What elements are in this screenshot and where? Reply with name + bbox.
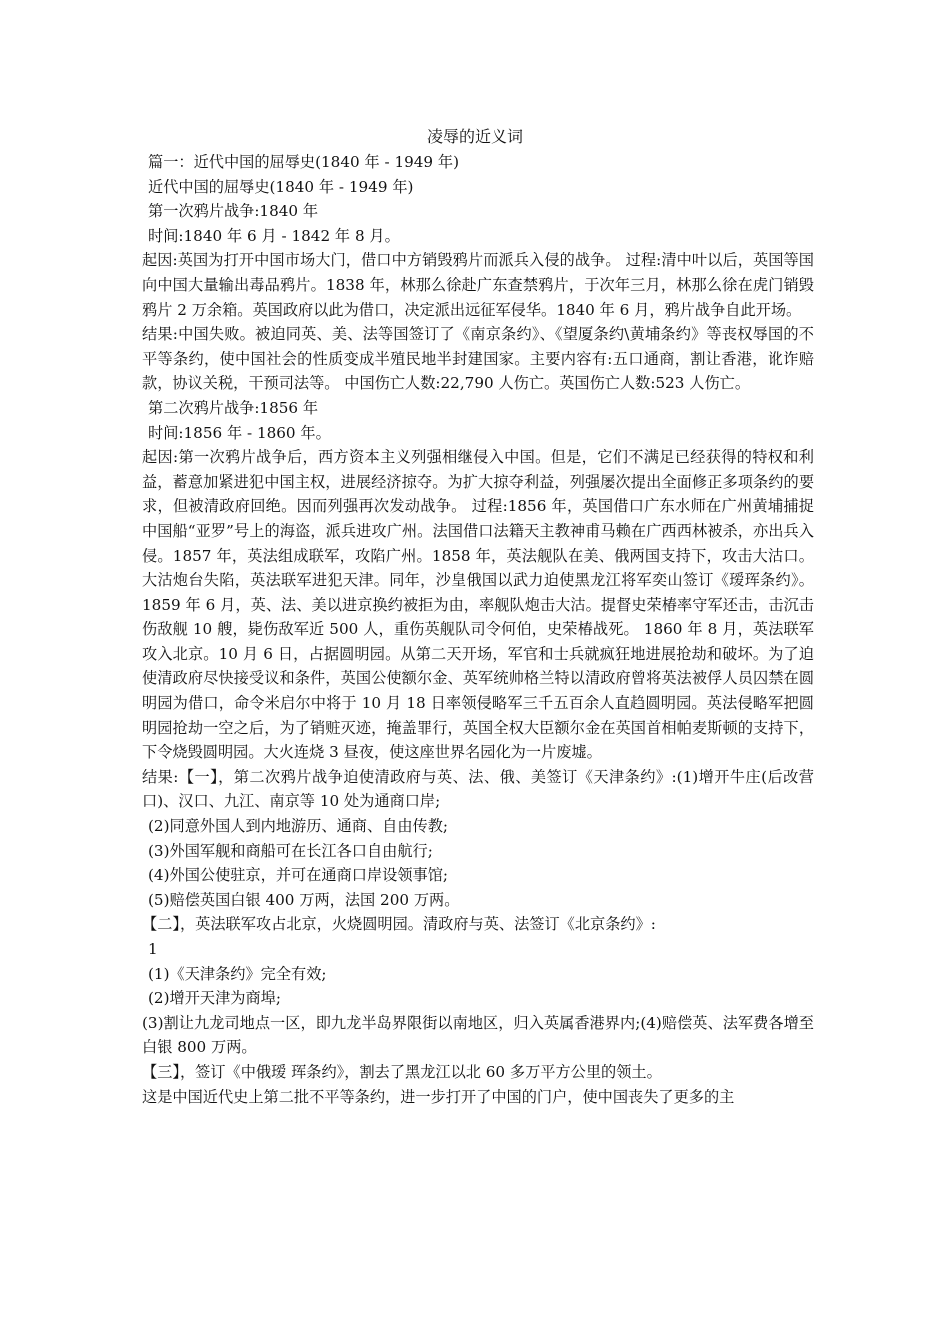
paragraph: (5)赔偿英国白银 400 万两，法国 200 万两。 — [148, 890, 460, 909]
paragraph: 【二】，英法联军攻占北京，火烧圆明园。清政府与英、法签订《北京条约》: — [142, 915, 656, 934]
paragraph: 【三】，签订《中俄瑷 珲条约》，割去了黑龙江以北 60 多万平方公里的领土。 — [142, 1062, 662, 1081]
paragraph: 结果:中国失败。被迫同英、美、法等国签订了《南京条约》、《望厦条约\黄埔条约》等丧权辱国的不平等条约，使中国社会的性质变成半殖民地半封建国家。主要内容有:五口通商，割让香港，讹诈赔款，协议关税，干预司法等。 中国伤亡人数:22,790 人伤亡。英国伤亡人数:523 人伤亡。 — [142, 325, 814, 393]
paragraph: 近代中国的屈辱史(1840 年 - 1949 年) — [148, 177, 414, 196]
paragraph: (2)增开天津为商埠; — [148, 989, 281, 1008]
paragraph: 第一次鸦片战争:1840 年 — [148, 202, 319, 221]
document-body — [142, 150, 814, 1109]
paragraph: 起因:第一次鸦片战争后，西方资本主义列强相继侵入中国。但是，它们不满足已经获得的特权和利益，蓄意加紧进犯中国主权，进展经济掠夺。为扩大掠夺利益，列强屡次提出全面修正多项条约的要求，但被清政府回绝。因而列强再次发动战争。 过程:1856 年，英国借口广东水师在广州黄埔捕捉中国船“亚罗”号上的海盗，派兵进攻广州。法国借口法籍天主教神甫马赖在广西西林被杀，亦出兵入侵。1857 年，英法组成联军，攻陷广州。1858 年，英法舰队在美、俄两国支持下，攻击大沽口。大沽炮台失陷，英法联军进犯天津。同年，沙皇俄国以武力迫使黑龙江将军奕山签订《瑷珲条约》。1859 年 6 月，英、法、美以进京换约被拒为由，率舰队炮击大沽。提督史荣椿率守军还击，击沉击伤敌舰 10 艘，毙伤敌军近 500 人，重伤英舰队司令何伯，史荣椿战死。 1860 年 8 月，英法联军攻入北京。10 月 6 日，占据圆明园。从第二天开场，军官和士兵就疯狂地进展抢劫和破坏。为了迫使清政府尽快接受议和条件，英国公使额尔金、英军统帅格兰特以清政府曾将英法被俘人员囚禁在圆明园为借口，命令米启尔中将于 10 月 18 日率领侵略军三千五百余人直趋圆明园。英法侵略军把圆明园抢劫一空之后，为了销赃灭迹，掩盖罪行，英国全权大臣额尔金在英国首相帕麦斯顿的支持下，下令烧毁圆明园。大火连烧 3 昼夜，使这座世界名园化为一片废墟。 — [142, 448, 814, 762]
paragraph: 这是中国近代史上第二批不平等条约，进一步打开了中国的门户，使中国丧失了更多的主 — [142, 1087, 735, 1106]
paragraph: 篇一：近代中国的屈辱史(1840 年 - 1949 年) — [148, 153, 460, 171]
paragraph: 起因:英国为打开中国市场大门，借口中方销毁鸦片而派兵入侵的战争。 过程:清中叶以后，英国等国向中国大量输出毒品鸦片。1838 年，林那么徐赴广东查禁鸦片，于次年三月，林那么徐在虎门销毁鸦片 2 万余箱。英国政府以此为借口，决定派出远征军侵华。1840 年 6 月，鸦片战争自此开场。 — [142, 251, 814, 319]
document-title: 凌辱的近义词 — [426, 127, 523, 146]
paragraph: 时间:1856 年 - 1860 年。 — [148, 423, 331, 442]
paragraph: (1)《天津条约》完全有效; — [148, 964, 327, 983]
paragraph: (3)割让九龙司地点一区，即九龙半岛界限街以南地区，归入英属香港界内;(4)赔偿英、法军费各增至白银 800 万两。 — [142, 1013, 814, 1057]
page-number: 1 — [148, 940, 158, 958]
paragraph: (2)同意外国人到内地游历、通商、自由传教; — [148, 817, 449, 836]
paragraph: (3)外国军舰和商船可在长江各口自由航行; — [148, 841, 433, 860]
paragraph: 时间:1840 年 6 月 - 1842 年 8 月。 — [148, 226, 400, 245]
paragraph: 第二次鸦片战争:1856 年 — [148, 398, 319, 417]
paragraph: (4)外国公使驻京，并可在通商口岸设领事馆; — [148, 866, 449, 885]
paragraph: 结果:【一】，第二次鸦片战争迫使清政府与英、法、俄、美签订《天津条约》:(1)增开牛庄(后改营口)、汉口、九江、南京等 10 处为通商口岸; — [142, 767, 814, 811]
